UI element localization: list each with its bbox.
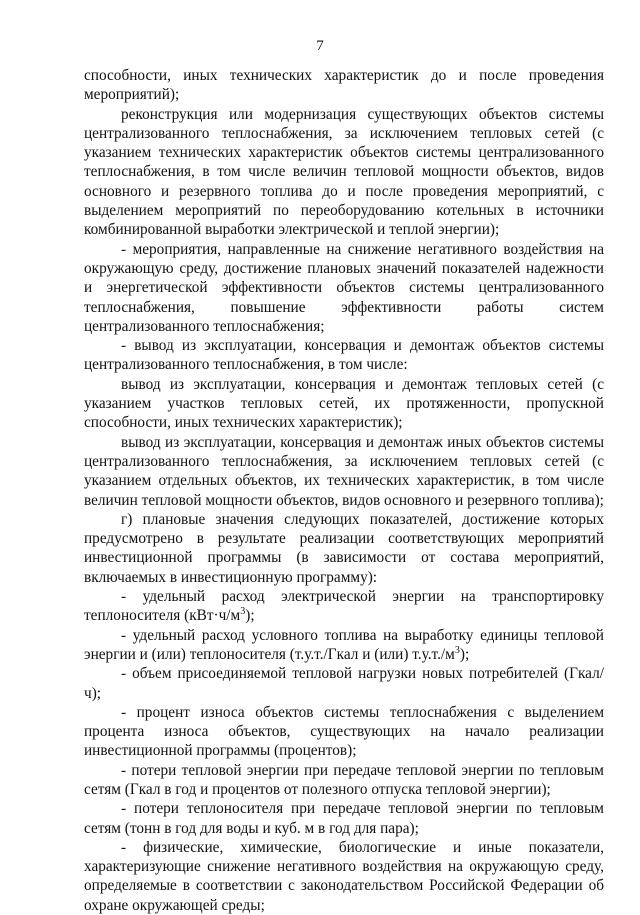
paragraph: реконструкция или модернизация существующих объектов системы централизованного теплоснабжения, за исключением тепловых сетей (с указанием технических характеристик объектов системы централизованного теплоснабжения, в том числе величин тепловой мощности объектов, видов основного и резервного топлива до и после проведения мероприятий, с выделением мероприятий по переоборудованию котельных в источники комбинированной выработки электрической и теплой энергии);	[84, 105, 604, 239]
paragraph: - вывод из эксплуатации, консервация и демонтаж объектов системы централизованного теплоснабжения, в том числе:	[84, 337, 604, 374]
paragraph: способности, иных технических характеристик до и после проведения мероприятий);	[84, 67, 604, 104]
paragraph	[84, 587, 604, 626]
paragraph-text: - удельный расход электрической энергии на транспортировку теплоносителя (кВт·ч/м	[84, 588, 604, 625]
page-number: 7	[316, 38, 324, 54]
document-body	[84, 66, 604, 915]
paragraph: - потери теплоносителя при передаче тепловой энергии по тепловым сетям (тонн в год для воды и куб. м в год для пара);	[84, 800, 604, 837]
paragraph: - объем присоединяемой тепловой нагрузки новых потребителей (Гкал/ч);	[84, 665, 604, 702]
paragraph: вывод из эксплуатации, консервация и демонтаж тепловых сетей (с указанием участков тепловых сетей, их протяженности, пропускной способности, иных технических характеристик);	[84, 375, 604, 432]
paragraph: вывод из эксплуатации, консервация и демонтаж иных объектов системы централизованного теплоснабжения, за исключением тепловых сетей (с указанием отдельных объектов, их технических характеристик, в том числе величин тепловой мощности объектов, видов основного и резервного топлива);	[84, 433, 604, 509]
paragraph: - физические, химические, биологические и иные показатели, характеризующие снижение негативного воздействия на окружающую среду, определяемые в соответствии с законодательством Российской Федерации об охране окружающей среды;	[84, 838, 604, 914]
paragraph: - мероприятия, направленные на снижение негативного воздействия на окружающую среду, достижение плановых значений показателей надежности и энергетической эффективности объектов системы централизованного теплоснабжения, повышение эффективности работы систем централизованного теплоснабжения;	[84, 240, 604, 335]
superscript: 3	[240, 606, 246, 618]
paragraph: - процент износа объектов системы теплоснабжения с выделением процента износа объектов, существующих на начало реализации инвестиционной программы (процентов);	[84, 703, 604, 760]
paragraph: - потери тепловой энергии при передаче тепловой энергии по тепловым сетям (Гкал в год и процентов от полезного отпуска тепловой энергии);	[84, 761, 604, 798]
paragraph-text: );	[459, 645, 470, 663]
paragraph-text: );	[245, 607, 255, 625]
superscript: 3	[454, 644, 460, 656]
paragraph	[84, 626, 604, 665]
paragraph: г) плановые значения следующих показателей, достижение которых предусмотрено в результате реализации соответствующих мероприятий инвестиционной программы (в зависимости от состава мероприятий, включаемых в инвестиционную программу):	[84, 510, 604, 586]
paragraph-text: - удельный расход условного топлива на выработку единицы тепловой энергии и (или) теплоносителя (т.у.т./Гкал и (или) т.у.т./м	[84, 626, 604, 663]
